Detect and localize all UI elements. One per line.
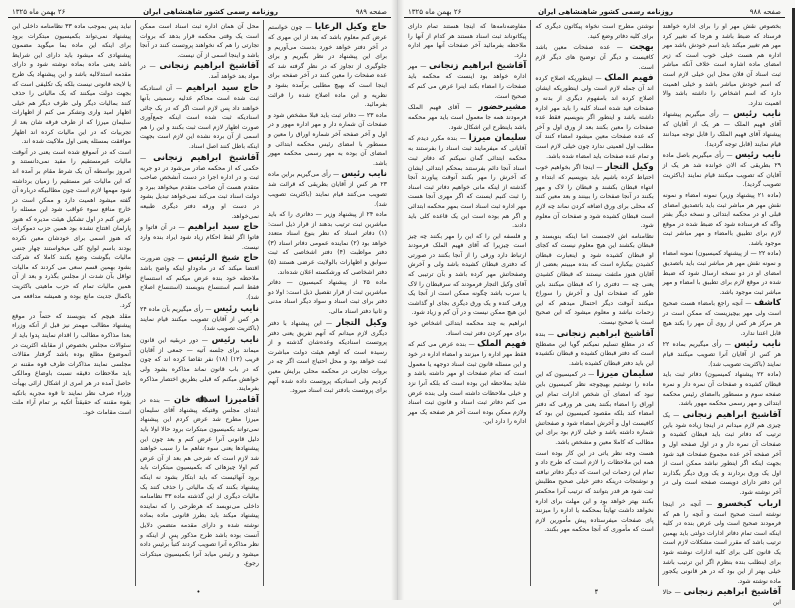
body-text: چون ضرورت اقتضا میکند که در مادوداو اینکه واضح باشد ملاحظه خود بنده عرض میکنم که استنساخ فقط اسم استنساخ بنویسند (استنساخ اصلاح شد). [140, 255, 259, 302]
body-text: اینجا اگر بخواهیم خوب احتیاط کرده باشیم باید بنویسیم که ابتداء و انتهاء قبطان بکشند و قبطان را لاک و مهر بکنند در آنجا صفحات را ببینند و بعد معین کنند که محلی برای ورق اضافه کردن نماند چه لازم است قبطان کشیده شود و صفحات آن معلوم شود. [535, 164, 654, 230]
body-text: مهر اداره خواهد بود اینست که محکمه باید صفحات را امضاء بکند اینرا عرض می کنم که صحیح است. [408, 63, 527, 100]
separator-dash: — [203, 305, 214, 313]
column-2 [136, 20, 264, 586]
speech-paragraph [140, 61, 259, 82]
separator-dash: — [321, 319, 337, 327]
separator-dash: — [140, 154, 154, 162]
body-text: (ماده ۲۲ پیشنهاد کمیسیون) دفاتر ثبت باید قبطان کشیده و صفحات آن نمره دار و نمره صفحه سوم و مسطور باامضای رئیس محکمه ابتدائی و مهر رسمی محکمه مهور باشد. [662, 371, 781, 408]
speech-paragraph [535, 162, 653, 231]
publication-title: روزنامه رسمی کشور شاهنشاهی ایران [538, 8, 674, 16]
speech-paragraph [140, 304, 259, 334]
speaker-name: سلیمان میرزا [596, 369, 654, 380]
body-text: و فلسفه این را که این را مهر بکنند چه چیز است چیزیرا که آقای فهیم الملک فرمودند ارتباط دارد ورقی را از آنجا بکنند در صورتی که دفتری قبطان کشیده باشد ولی و آخرش وصفحاتش مهر کرده باشد و بآن ترتیبی که آقای وکیل التجار فرمودند که سرقبطان را لاک یا سرب باشد چگونه ممکن است از آنجا یک ورقی کنده و یک ورق دیگری بجای او گذاشت این هیچ ممکن نیست و در آن کم و زیاد شود. [408, 232, 527, 317]
columns [404, 20, 785, 607]
page-left [0, 0, 397, 600]
column-1 [264, 20, 391, 586]
body-text: یک چیزی هم لازم میدانم در اینجا زیاده شود باین ترتیب که دفاتر ثبت باید قبطان کشیده و صفحات آن نمره دار و در اول صفحه اول و آخر صفحه آخر عده مجموع صفحات قید شود بجهت اینکه اگر اینطور نباشد ممکن است از اول یک ورق بردارند و یک ورق دیگر بگذارند این دفتر دارای دویست صفحه است ولی در آخر نوشته شود. [662, 411, 781, 496]
body-text: رأی میگیریم بآن ماده ۲۴ هر کس از آقایان تصویب میکنند قیام نمایند (باکثریت تصویب شد). [140, 305, 259, 333]
speaker-name: آقاشیخ ابراهیم زنجانی [683, 587, 782, 598]
separator-dash: — [700, 500, 718, 508]
separator-dash: — [457, 135, 469, 143]
speech-paragraph [408, 61, 526, 101]
separator-dash: — [174, 255, 187, 263]
column-1 [659, 20, 785, 607]
folio-mark: ۴ [594, 588, 599, 596]
speech-paragraph [140, 222, 259, 252]
column-3 [8, 20, 136, 586]
separator-dash: — [330, 171, 342, 179]
speech-paragraph [663, 298, 781, 338]
speaker-name: آقاشیخ ابراهیم زنجانی [428, 61, 527, 72]
separator-dash: — [145, 63, 160, 71]
speaker-name: آقامیرزا اسداﷲ خان [174, 394, 259, 405]
text-paragraph [12, 22, 131, 147]
separator-dash: — [669, 411, 683, 419]
text-paragraph [663, 370, 781, 408]
speaker-name: آقاشیخ ابراهیم زنجانی [153, 152, 259, 163]
body-text: (ماده ۲۲ — از پیشنهاد کمیسیون) نمونه امضاء و نمونه نقش مهر هر مباشر ثبت باید باتصدیق امضای او در دو نسخه ارسال شود که ضبط شده در موقع لازم برای تطبیق با امضاء و مهر مباشر ثبت موجود باشد. [662, 250, 782, 296]
body-text: در آن فاتوا و فاتوا اگر لفظ احکام زیاد شود ایراد بنده وارد نیست. [140, 224, 259, 251]
issue-date: ۲۶ بهمن ماه ۱۳۲۵ [12, 8, 66, 16]
separator-dash: — [585, 371, 597, 379]
body-text: آن اسنادیکه ثبت شده است محاکم عدلیه رسمیتی بآنها خواهند داد پس لازم است اگر که در یک جائی اسنادیکه ثبت شده است اینکه جمع‌آوری صورت اظهار لازم است ثبت بکنند و این را هم اسمی از آن برده نشده این لازم است بجهت اینکه باطل کنند اصل اسناد. [140, 84, 259, 150]
page-right [397, 0, 795, 607]
speaker-name: حاج شیخ الرئیس [186, 253, 260, 264]
separator-dash: — [610, 44, 630, 52]
body-text: آقای فهیم الملک فرمودند همه جا معمول است باید مهر محکمه باشد باینطرح این اشکال شود. [408, 104, 527, 131]
body-text: آنچه در اینجا نوشته است صحیح است و آنچه را هم که فرمودند صحیح است ولی عرض بنده در کلیه اینکه است تمام دفاتر ادارات دولتی باید بهمین ترتیب باشد که مقرر است مشکلات لازم است یک قانون کلی برای کلیه ادارات نوشته شود برای اینطلب بنده بنظرم اگر این ترتیب باشد خیلی بهتر از این بود که در هر قانونی یکجور ماده نوشته شود. [662, 500, 781, 585]
separator-dash: — [671, 589, 684, 597]
body-text: بنده عرض می کنم که فقط مهر اداره را میزنند و امضاء اداره در خود و این مسئله قانون ثبت اسناد دوجهه یا معمول است که تمام صفحات او مهر داشته باشد و شاید بملاحظه این بوده است که بلکه آنرا نزد و خیلی ملاحظات داشته است ولی بنده عرض می کنم دفاتر ثبت اسناد و قانون ثبت اسناد ولازم ممکن بوده است آخر هر صفحه یک مهر اداره را دارد این. [408, 341, 527, 426]
speech-paragraph [268, 169, 387, 209]
folio-mark: • [196, 588, 201, 596]
speaker-name: نایب رئیس [734, 339, 782, 350]
body-text: رأی میگیریم باصل ماده ۲۹ بطریقی که الان خوانده شد هر یک از آقایان که تصویب میکنند قیام نمایند (باکثریت تصویب گردید). [662, 152, 781, 189]
text-paragraph [268, 210, 387, 277]
body-text: آنچه راجع بامضاء هست صحیح است ولی مهر بیچیزیست که ممکن است در هر مرکز هر کس از روی آن مهر را بکند هیچ قابل اعتنا ندارد. [662, 300, 781, 337]
column-2 [531, 20, 658, 586]
speaker-name: سلیمان میرزا [468, 133, 527, 144]
separator-dash: — [592, 75, 605, 83]
page-header [8, 6, 391, 18]
column-3 [404, 20, 531, 586]
speech-paragraph [140, 395, 259, 569]
body-text: نباید پس بموجب ماده ۳۳ نظامنامه داخلی این پیشنهاد نمی‌تواند بکمیسیون مبتکرات برود برای اینکه این ماده بما میگوید مضمون پیشنهادی که میشود باید دارای این شرایط باشد یعنی ماده بماده نوشته شود و دارای مقدمه استدلالیه باشد و این پیشنهاد یک طرح یا لایحه قانونی نیست بلکه یک تکلیفی است که بجهت دولت میکنند که یک مالیاتی را حذف کنند بمالیات دیگر ولی طرف دیگر هم خیلی اظهار امید واری وتشکر می کنم از اظهارات سلیمان میرزا که از طرف فرقه شان بعد از تجربیات که در این مالیات کرده اند اظهار موافقت بمسئله یعنی اول ملاکیت شده اند. [12, 23, 131, 146]
text-paragraph [140, 22, 259, 60]
body-text: محل آن همان اداره ثبت اسناد است ممکن است یک وقتی محکمه قرار بدهد که بروات تجارتی را هم که نخواهند پروتست کنند در آنجا باشد و اینجا اسمی از آن نیست. [140, 23, 259, 59]
body-text: حکمی که از محکمه صادر می‌شود در دو جریه ثبت و در اداره اجرا در دست آنشخص صاحب متقدم هست آن صاحب متقدم میخواهد ببرد و دولت اسناد ثبت می‌کند نمی‌خواهد تبدیل بشود در دست او ورقه دفتر دیگری طبیعه نمی‌خواهد. [140, 164, 259, 220]
body-text: بخصوص نقش مهر او را برای اداره خواهند فرستاد که ضبط باشد و هرجا که تغییر کرد مهر هم تغییر میکند باید اسم خودش باشد مهر اداره هم هست خیلی خوب است که زیر امضای ماده اشاره است خلاف آنکه مباشر ثبت اسناد آن فلان محل این خیلی لازم است که اسم خودش مباشر باشد و خیلی اهمیت دارد که اسم اشخاص را داشته باشد والا اهمیت ندارد. [662, 23, 781, 107]
issue-date: ۲۶ بهمن ماه ۱۳۲۵ [408, 8, 462, 16]
body-text: ماده ۲۴ از پیشنهاد وزیر — دفاتری را که باید مباشرین ثبت ترتیب بدهند از قرار ذیل است: (۱) دفاتر اسناد که نظر بنوع اسناد متعدد خواهد بود (۲) نماینده عمومی دفاتر اسناد (۳) دفتر مواظبت (۴) دفتر اشخاصی که ثبت سوابق و اظهارات بالولایت عرضی هستند (۵) دفتر اشخاصی که ورشکسته اعلان شده‌اند. [268, 211, 387, 276]
text-paragraph [268, 111, 387, 169]
separator-dash: — [594, 164, 605, 172]
separator-dash: — [742, 300, 755, 308]
page-number: صفحه ۹۸۹ [355, 8, 387, 16]
body-text: مقلد هیچم که بنویسند که حتماً در موقع پیشنهاد مطالب مهمتر نیز قبل از آنکه وزراء بعدا مذاکره مطالب را اقدام نمایند پدوا باید از سئوالات مجلس بخصوص از مقابله اکثریت در آنموضوع مطلع بوده باشد گرفتار مقالات مجلسی نمایند مذاکرات طرف قوه مقننه تر باید ملاحظات دقیقه نسبت باوضاع ومالکی حاصل آمده در هر امری از اشکال ارائی بهیأت وزراء صرف نظر نمایند تا قوه مجریه باتکیه بقوه مقننه که حقیقتاً اتکیه بر تمام آراء ملت است مقامات خود. [12, 312, 131, 416]
speaker-name: ارباب کیخسرو [717, 498, 782, 509]
text-paragraph [663, 22, 781, 108]
speech-paragraph [663, 410, 781, 498]
speaker-name: نایب رئیس [734, 150, 781, 161]
body-text: بنده که در مطلع تسلیم نمیکنم گویا این مصطلح است که دفتر قبطان کشیده و قبطان نکشیده این باید دفتر قبطان کشیده باشد. [535, 330, 654, 367]
speech-paragraph [535, 42, 653, 72]
speaker-name: نایب رئیس [341, 169, 387, 180]
speech-paragraph [663, 109, 781, 149]
body-text: چون خواستم عرض کنم معلوم باشد که بعد از این مهری که در آخر دفتر خواهد خورد بدست می‌آوریم و برای این پیشنهاد در نظر بگیریم و برای جلوگیری از تجاوز که در نظر گرفته شد که عده صفحات را معین کنند در آخر صفحه برای اینجا است که بهیچ مطلبی برآمده بشود و نظریه و این ماده اصلاح شده را قرائت بفرمائید. [268, 24, 387, 109]
columns [8, 20, 391, 586]
separator-dash: — [723, 152, 735, 160]
gutter-shadow [398, 0, 404, 600]
speaker-name: وکیل التجار [336, 317, 388, 328]
speech-paragraph [663, 339, 781, 369]
speech-paragraph [408, 133, 526, 230]
page-header [404, 6, 785, 18]
speaker-name: حاج وکیل الرعایا [314, 22, 387, 32]
body-text: بنده در ابتدای مجلس وقتیکه پیشنهاد آقای سلیمان میرزا مطرح شد عرض کردم این پیشنهاد نمی‌تواند بکمیسیون مبتکرات برود حالا اولا باید دلیل قانونی آنرا عرض کنم و بعد چون این پیشنهادها یعنی سوء تفاهم ما را سبب خواهند شد لازم است که شرحی هم بعد از آن عرض کنم اولا چیزهائی که بکمیسیون مبتکرات باید برود آنهائیست که باید ابتکار بشود نه اینکه پیشنهاد بکنند که یک مالیاتی را حذف کنند یک مالیات دیگری از این گذشته ماده ۳۳ نظامنامه داخلی می‌نویسد که هرطرحی را که نماینده پیشنهاد میکند باید بطرز قانونی ماده بماده نوشته شده و دارای مقدمه متضمن دلایل آنست بوده باشد طرح مذکور پس از اینکه و نظر مذاکره آنرا تصویب کردند کتباً برئیس داده میشود و رئیس میابد آنرا بکمیسیون مبتکرات رجوع. [140, 396, 259, 568]
speech-paragraph [140, 83, 259, 152]
speaker-name: نایب رئیس [213, 303, 259, 314]
speaker-name: آقاشیخ ابراهیم زنجانی [159, 61, 259, 72]
speech-paragraph [408, 102, 526, 132]
body-text: نظامنامه اش لاجمست اما اینکه بنویسند و قبطان بکشند این هیچ معلوم نیست که کجای او قبطان کشیده شود و اینعبارت قبطان کشیدن بیکباره است که بنده میبینم بعضی از آقایان هنوز ملتفت نیستند که قبطان کشیدن یعنی چه — دفتری را که قبطان میکنند باین طور که صفحات اول و آخرش را سوراخ میکنند آنوقت دیگر احتمال میدهم که این زحمات نباشد و معلوم میشود که این صحیح است یا صحیح نیست. [535, 232, 654, 327]
speaker-name: بهجت [629, 42, 654, 53]
separator-dash: — [159, 396, 174, 404]
body-text: در مواد بعد خواهد آمد. [140, 63, 259, 81]
speaker-name: نایب رئیس [733, 109, 781, 120]
body-text: دور دربقیه این قانون میماند برای جلسه آتیه — جمعی از آقایان قریب (۱۲) (۱۸) نفر تقاضا کرده اند که چون که در باب قانون نماند مذاکره بشود ولی خواهش میکنم که قبلی بطریق اختصار مذاکره بفرمایند. [140, 336, 259, 393]
body-text: اینطوریکه اصلاح کرده اند آن جمله لازم است ولی اینطوریکه ایشان اصلاح کرده اند بامفهوم دیگری از بدنه و صفحات قید شده اسناد کلیه را باید مهر اداره داشته باشد و اینطور اگر بنویسیم فقط عده صفحات را معین بکنند بعد از ورق اول و آخر که عده صفحات معین میشود امضاء کنند آن مطلب اول اهمیتی ندارد چون خیلی لازم است و تمام عده صفحات باید امضاء شده باشد. [535, 75, 654, 160]
speaker-name: آقاشیخ ابراهیم زنجانی [556, 328, 654, 339]
speech-paragraph [663, 587, 781, 608]
text-paragraph [12, 312, 131, 418]
body-text: عده صفحات معین باشد کافیست و دیگر آن توضیح های دیگر لازم است. [535, 44, 654, 71]
separator-dash: — [721, 341, 735, 349]
speech-paragraph [140, 153, 259, 222]
speech-paragraph [535, 369, 653, 447]
text-paragraph [535, 22, 653, 41]
speech-paragraph [663, 499, 781, 587]
body-text: هست وجه نظر یاتی در این کار بوده است همه این ملاحظات را لازم است که طرح داد و تمام این زحمات این است که دیگر دفاتر نیافته و نوشتجات درینکه دفتر خیلی صحیح مطلبش ثبت شود هر قدر بتوانند که ترتیب آنرا محکمتر بکنند بهتر خواهد بود و این مهلت برای اداره نخواهد داشت تهایتاً بمحکمه یا اداره را میزنند پای صفحات میفرستاده پیش مأمورین لازم است که مأموری که آنجا محکمه مهر بکنند. [535, 449, 654, 534]
body-text: در کمیسیون که این ماده را نوشتیم بهیچوجه نظر کمیسیون باین نبود که امضای آن شخص ادارات تمام این اوراق را امضاء بکنند یعنی هر ورقی که دفتر امضاء کند بلکه مقصود کمیسیون این بود که کافیست اول و آخرش امضاء شود و صفحاتش شماره داشته باشد و خیلی لازم بود برای این مطالب که کاملا معین و مشخص باشد. [535, 371, 654, 446]
text-paragraph [12, 148, 131, 311]
speaker-name: فهیم الملک [604, 73, 654, 84]
speaker-name: آقاشیخ ابراهیم زنجانی [682, 409, 781, 420]
body-text: ابراهیم به چند محکمه ابتدائی اشخاص خود برای مهر کردن دفتر ثبت اسناد. [408, 320, 527, 337]
separator-dash: — [417, 63, 429, 71]
speaker-name: حاج سید ابراهیم [185, 82, 259, 93]
speech-paragraph [140, 253, 259, 302]
speaker-name: فهیم الملک [477, 339, 527, 350]
separator-dash: — [718, 111, 734, 119]
separator-dash: — [302, 24, 315, 31]
body-text: بنده مکرر دیدم که آقایانی که میفرمایند ثبت اسناد را بفرستند به محکمه ابتدائی گمان نمیکنم که دفاتر ثبت اسناد آنجا دائم بفرستند بمحکم ابتدائی ایشان که آخرش را مهر بکنند آنوقت پیاورند آنجا گذشته از اینکه مانی خواهیم دفاتر ثبت اسناد را ثبت کنیم ایسنت که اگر مهری آنجا هست مهر اداره ثبت اسناد است بمهر محکمه ابتدائی و اگر هم بوده است این یک قاعده کلی باید دادند. [408, 135, 527, 230]
body-text: ماده ۲۳ — دفاتر ثبت باید قبلا مشخص شود و صفحات آن شماره دار و مهر اداره مهور و در اول و آخر صفحه آخر شماره اوراق را معین و مسطور با امضای رئیس محکمه ابتدائی و امضای آن بوده به مهر رسمی محکمه مهور باشد. [268, 111, 387, 167]
body-text: مفاوضه‌نامه‌ها که اینجا هستند تمام دارای پیکاتوناند ثبت اسناد هستند هر کدام از آنها را ملاحظه بفرمائید آخر صفحات آنها مهر اداره دارد. [408, 23, 527, 59]
body-text: است که در آنموقع شده است یعنی در آنوقت مالیات غیرمستقیم را مفید نمی‌دانستند و امروز بواسطه آن یک شرط مقام بر آمده اند که این مالیات غیر مستقیم را زمیان برداشته شود مهمها لازم است چون مطالبیکه درباره آن گفته میشود اهمیت دارد و ممکن است در خارج منافع سوء عواقب شود این مسئله را عرض کنم در اول تشکیل هیئت مدیره که هنوز پارلمان افتتاح نشده بود همین حزب دموکرات که هنوز اسمی برای خودشان معین نکرده بودند باسم لوایح کلی میخواستند چهار جنس مالیات بگوشت وضع بکنند کاملا که شرکت بشود بهمین قسم سعی می کردند که مالیات تواقل بآن شدت از مجلس بگذرد و بعد از آن همین مالیات تمام که حزب ماهیتی باکثریت باکمال جدیت مانع بوده و همیشه مدافعه می کرد. [12, 148, 131, 310]
separator-dash: — [459, 104, 479, 112]
text-paragraph [268, 278, 387, 316]
body-text: رأی می‌گیریم براین ماده ۲۳ هر کس از آقایان بطریقی که قرائت شد تصویب می‌کنند قیام نمایند (باکثریت تصویب شد). [268, 171, 387, 208]
speaker-name: وکیل التجار [604, 162, 654, 173]
speech-paragraph [268, 318, 387, 396]
publication-title: روزنامه رسمی کشور شاهنشاهی ایران [143, 8, 279, 16]
text-paragraph [535, 449, 653, 535]
speech-paragraph [535, 329, 653, 369]
speech-paragraph [268, 22, 387, 110]
body-text: (ماده ۲۱ پیشنهاد وزیر) نمونه امضاء و نمونه نقش مهر هر مباشر ثبت باید باتصدیق امضای قبلی او در محکمه ابتدائی و نسخه دیگر بفتر واگه که فرستاده شود که ضبط شده در موقع لازم برای تطبیق باامضاء و مهر مباشر ثبت موجود باشد. [662, 191, 781, 247]
separator-dash: — [466, 341, 478, 349]
separator-dash: — [172, 84, 186, 92]
body-text: نوشتن مطرح است نخواه پیکاتون دیگری که برای کلیه دفاتر وضع کنید. [535, 23, 654, 40]
speaker-name: مشیرحضور [478, 102, 527, 113]
body-text: ماده ۲۵ از پیشنهاد کمیسیون — دفاتر مباشرین ثبت از قرار تفصیل ذیل است: اولا دو دفتر برای ثبت اسناد و سواد دیگر اسناد مدنی و ثانیا دفتر اسناد مالی. [268, 279, 387, 316]
body-text: رأی میگیریم بماده ۲۲ هر کس از آقایان آنرا تصویب میکنند قیام نمایند (باکثریت تصویب شد). [662, 341, 781, 368]
separator-dash: — [198, 336, 212, 344]
text-paragraph [663, 249, 781, 297]
text-paragraph [663, 191, 781, 249]
separator-dash: — [545, 330, 557, 338]
speech-paragraph [408, 339, 526, 427]
speaker-name: کاشف [754, 298, 782, 309]
text-paragraph [408, 22, 526, 60]
speaker-name: نایب رئیس [211, 334, 260, 345]
separator-dash: — [175, 224, 188, 232]
body-text: این پیشنهاد با دفتر دیگری لازم میدانم که آنهم تفریق یعنی دفتر پروتست اسنادیکه وعده‌شان گذشته و از رسیده است که اوهم هیئت دولت مباشرت ثبت خواهد بود و محل احتیاج است اگر چه در بروات تجارتی در محکمه محلی برایش معین کردیم ولی اسنادیکه پروتست داده شده آنهم برای پروتست بادفتر ثبت اسناد میرود. [268, 319, 387, 395]
speech-paragraph [535, 73, 653, 161]
speech-paragraph [663, 150, 781, 190]
speech-paragraph [140, 335, 259, 394]
text-paragraph [535, 232, 653, 328]
body-text: حالا این [662, 589, 781, 607]
text-paragraph [408, 319, 526, 338]
text-paragraph [408, 232, 526, 318]
page-number: صفحه ۹۸۸ [749, 8, 781, 16]
body-text: رأی میگیریم پیشنهاد آقای فهیم الملک — هر یک از آقایان که پیشنهاد آقای فهیم الملک را قابل توجه میدانند قیام نمایند (قابل توجه گردید). [662, 111, 781, 148]
speaker-name: حاج سید ابراهیم [187, 222, 259, 233]
